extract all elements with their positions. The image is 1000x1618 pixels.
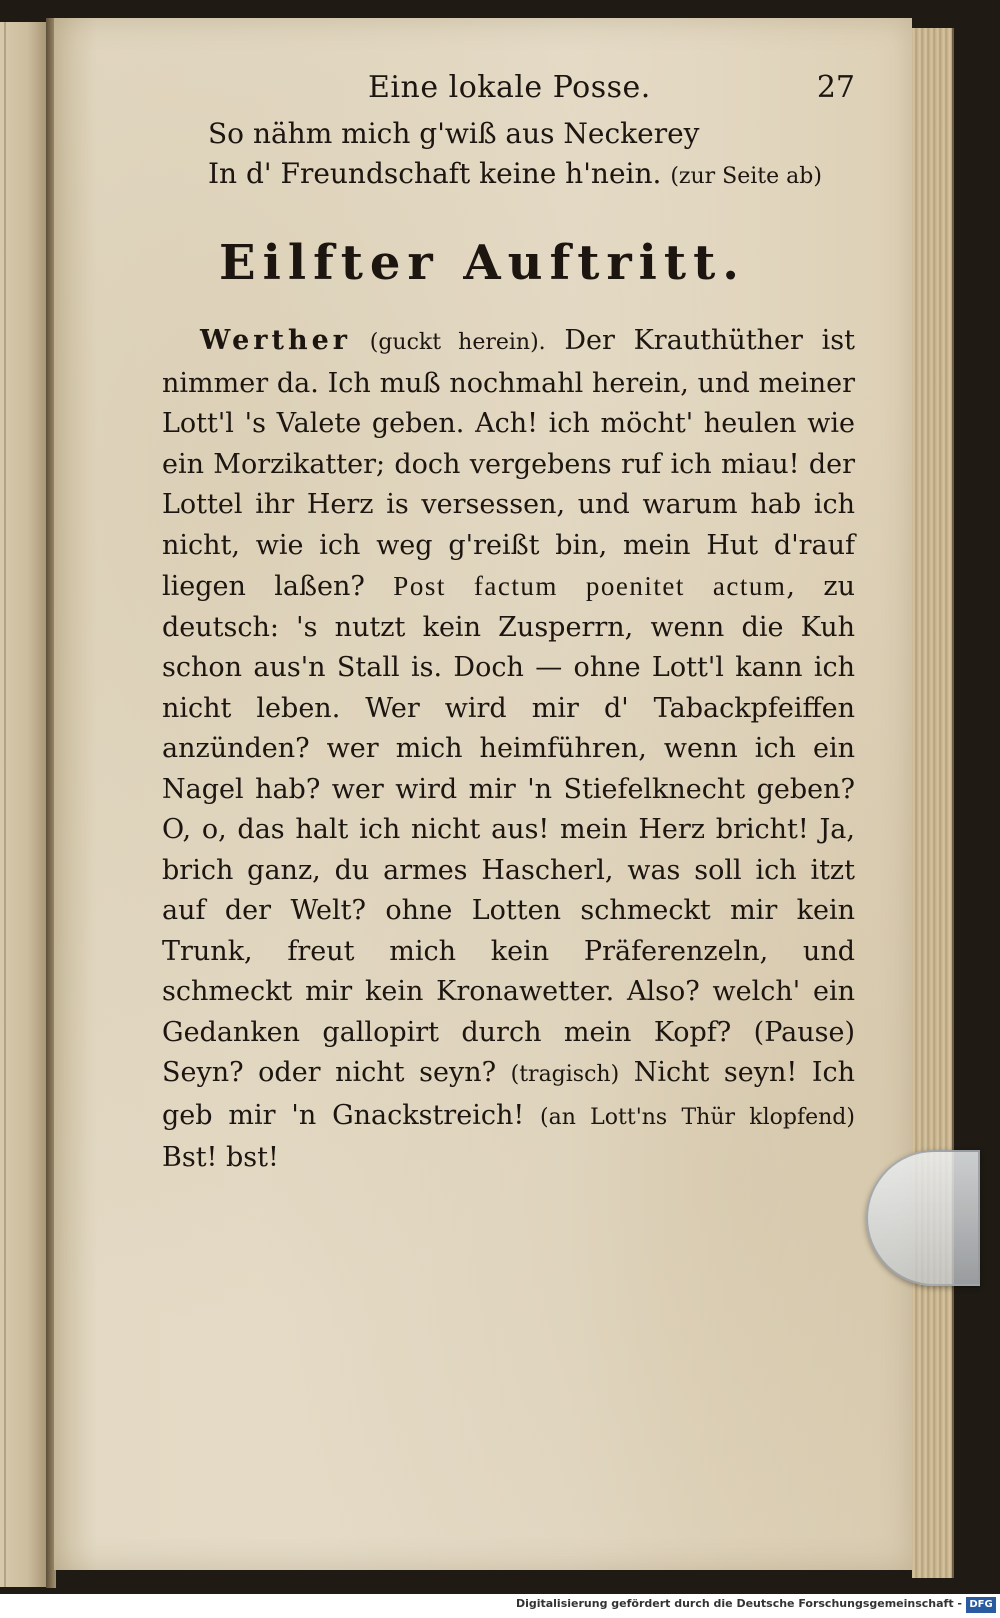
verse-text: In d' Freundschaft keine h'nein. [208,157,662,190]
running-head [110,60,855,114]
dfg-logo: DFG [966,1597,996,1613]
verse-block [110,114,855,197]
speech-text: Bst! bst! [162,1142,279,1173]
left-page-line [4,22,6,1587]
left-page-edge [0,22,48,1587]
page-number: 27 [816,70,855,105]
latin-phrase: Post factum poenitet actum [393,571,787,601]
funding-credit: Digitalisierung gefördert durch die Deutsche Forschungsgemeinschaft - [515,1597,962,1610]
page-fore-edge [912,28,954,1578]
speech-text: , zu deutsch: 's nutzt kein Zusperrn, wenn die Kuh schon aus'n Stall is. Doch — ohne Lott'l kann ich nicht leben. Wer wird mir d' Tabackpfeiffen anzünden? wer mich heimführen, wenn ich ein Nagel hab? wer wird mir 'n Stiefelknecht geben? O, o, das halt ich nicht aus! mein Herz bricht! Ja, brich ganz, du armes Hascherl, was soll ich itzt auf der Welt? ohne Lotten schmeckt mir kein Trunk, freut mich kein Präferenzeln, und schmeckt mir kein Kronawetter. Also? welch' ein Gedanken gallopirt durch mein Kopf? [162,571,855,1048]
stage-direction: (an Lott'ns Thür klopfend) [540,1104,855,1130]
stage-direction: (Pause) [753,1016,855,1048]
footer-bar [0,1594,1000,1618]
stage-direction: (guckt herein). [369,330,546,355]
scene-heading: Eilfter Auftritt. [219,235,746,291]
stage-direction: (tragisch) [510,1062,620,1087]
page-text [110,60,855,1179]
speaker-name: Werther [200,325,352,356]
speech-paragraph [110,321,855,1179]
speech-text: Nicht seyn! Ich geb mir 'n Gnackstreich! [162,1057,855,1131]
running-title: Eine lokale Posse. [368,70,651,105]
speech-text: Der Krauthüther ist nimmer da. Ich muß nochmahl herein, und meiner Lott'l 's Valete geben. Ach! ich möcht' heulen wie ein Morzikatter; doch vergebens ruf ich miau! der Lottel ihr Herz is versessen, und warum hab ich nicht, wie ich weg g'reißt bin, mein Hut d'rauf liegen laßen? [162,325,855,602]
speech-text: Seyn? oder nicht seyn? [162,1057,511,1088]
verse-line: So nähm mich g'wiß aus Neckerey [208,117,700,150]
stage-direction: (zur Seite ab) [670,164,822,189]
verse-line [110,154,855,197]
